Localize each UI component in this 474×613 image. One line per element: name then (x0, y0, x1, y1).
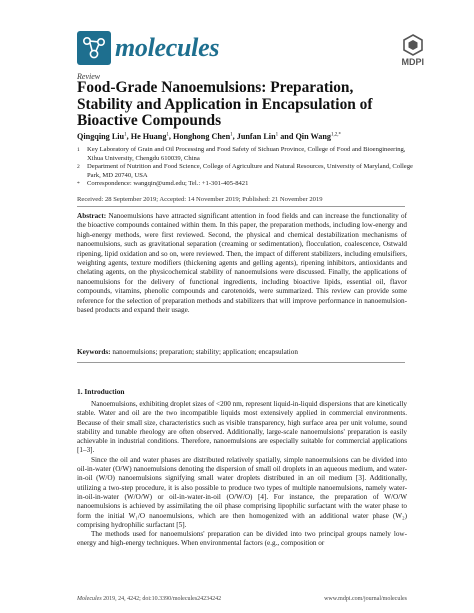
author-affil-mark: 1 (124, 132, 127, 138)
divider (77, 206, 405, 207)
publication-dates: Received: 28 September 2019; Accepted: 14 November 2019; Published: 21 November 2019 (77, 196, 323, 203)
author-affil-mark: 1,2,* (331, 132, 342, 138)
author-name[interactable]: Qin Wang (295, 132, 332, 141)
correspondence (77, 180, 417, 189)
journal-header[interactable] (77, 30, 219, 66)
citation-journal: Molecules (77, 596, 102, 602)
body-text (77, 400, 407, 549)
author-name[interactable]: He Huang (130, 132, 167, 141)
keywords-label: Keywords: (77, 348, 111, 356)
paragraph: The methods used for nanoemulsions' preparation can be divided into two principal groups namely low-energy and high-energy techniques. When environmental factors (e.g., composition or (77, 530, 407, 548)
abstract-text: Nanoemulsions have attracted significant attention in food fields and can increase the functionality of the bioactive compounds contained within them. In this paper, the preparation methods, including low-energy and high-energy methods, were first reviewed. Second, the physical and chemical destabilization mechanisms of nanoemulsions, such as gravitational separation (creaming or sedimentation), flocculation, coalescence, Ostwald ripening, lipid oxidation and so on, were reviewed. Then, the impact of different stabilizers, including emulsifiers, weighting agents, texture modifiers (thickening agents and gelling agents), ripening inhibitors, antioxidants and chelating agents, on the physicochemical stability of nanoemulsions were discussed. Finally, the applications of nanoemulsions for the delivery of functional ingredients, including bioactive lipids, essential oil, flavor compounds, vitamins, phenolic compounds and carotenoids, were summarized. This review can provide some reference for the selection of preparation methods and stabilizers that will improve performance in nanoemulsion-based products and expand their usage. (77, 212, 408, 315)
author-affil-mark: 1 (230, 132, 233, 138)
article-type: Review (77, 72, 101, 81)
affiliation-mark: 1 (77, 147, 80, 153)
mdpi-logo-icon (402, 34, 424, 56)
author-name[interactable]: Qingqing Liu (77, 132, 125, 141)
publisher-name: MDPI (401, 57, 424, 67)
author-affil-mark: 1 (166, 132, 169, 138)
citation-details: 2019, 24, 4242; doi:10.3390/molecules24234242 (101, 596, 222, 602)
keywords (77, 348, 407, 356)
paragraph: Since the oil and water phases are distributed relatively spatially, simple nanoemulsions can be divided into oil-in-water (O/W) nanoemulsions denoting the dispersion of small oil droplets in an aqueous medium, and water-in-oil (W/O) nanoemulsions signifying small water droplets distributed in an oil medium [3]. Additionally, utilizing a two-step procedure, it is also possible to produce two types of multiple nanoemulsions, namely water-in-oil-in-water (W/O/W) or oil-in-water-in-oil (O/W/O) [4]. For instance, the preparation of W/O/W nanoemulsions is achieved by assimilating the oil phase comprising lipophilic surfactant with the water phase to form the initial W₁/O nanoemulsions, which are then homogenized with an additional water phase (W₂) comprising hydrophilic surfactant [5]. (77, 455, 407, 529)
affiliation-item (77, 146, 417, 163)
author-name[interactable]: Junfan Lin (236, 132, 276, 141)
abstract (77, 212, 407, 315)
affiliation-item (77, 163, 417, 180)
section-heading: 1. Introduction (77, 387, 125, 396)
affiliation-text: Department of Nutrition and Food Science, College of Agriculture and Natural Resources, University of Maryland, College Park, MD 20740, USA (87, 163, 413, 179)
publisher-logo[interactable] (402, 34, 425, 67)
divider (77, 362, 405, 363)
citation (77, 596, 221, 602)
author-name[interactable]: Honghong Chen (173, 132, 231, 141)
affiliations (77, 146, 417, 189)
molecules-logo-icon (77, 31, 111, 65)
page-footer (77, 596, 407, 602)
author-affil-mark: 1 (275, 132, 279, 138)
affiliation-text: Key Laboratory of Grain and Oil Processing and Food Safety of Sichuan Province, College of Food and Bioengineering, Xihua University, Chengdu 610039, China (87, 146, 406, 162)
journal-website-link[interactable]: www.mdpi.com/journal/molecules (324, 596, 407, 602)
journal-name: molecules (115, 33, 220, 62)
article-title: Food-Grade Nanoemulsions: Preparation, Stability and Application in Encapsulation of Bioactive Compounds (77, 79, 373, 129)
affiliation-mark: * (77, 181, 80, 188)
paragraph: Nanoemulsions, exhibiting droplet sizes of <200 nm, represent liquid-in-liquid dispersions that are kinetically stable. Water and oil are the two incompatible liquids most extensively applied in commercial environments. Because of their small size, characteristics such as visible transparency, high surface area per unit volume, sound stability and tunable rheology are often observed. Additionally, large-scale nanoemulsions' preparation is easily achievable in industrial conditions. Therefore, nanoemulsions are especially suitable for commercial applications [1–3]. (77, 400, 407, 455)
affiliation-mark: 2 (77, 164, 80, 171)
abstract-label: Abstract: (77, 212, 107, 220)
correspondence-text[interactable]: Correspondence: wangqin@umd.edu; Tel.: +1-301-405-8421 (87, 180, 249, 188)
keywords-text: nanoemulsions; preparation; stability; application; encapsulation (112, 348, 298, 356)
author-list: Qingqing Liu$^1$, He Huang$^1$, Honghong Chen$^1$, Junfan Lin$^1$ and Qin Wang$^{1,2,*}$ (77, 132, 342, 141)
